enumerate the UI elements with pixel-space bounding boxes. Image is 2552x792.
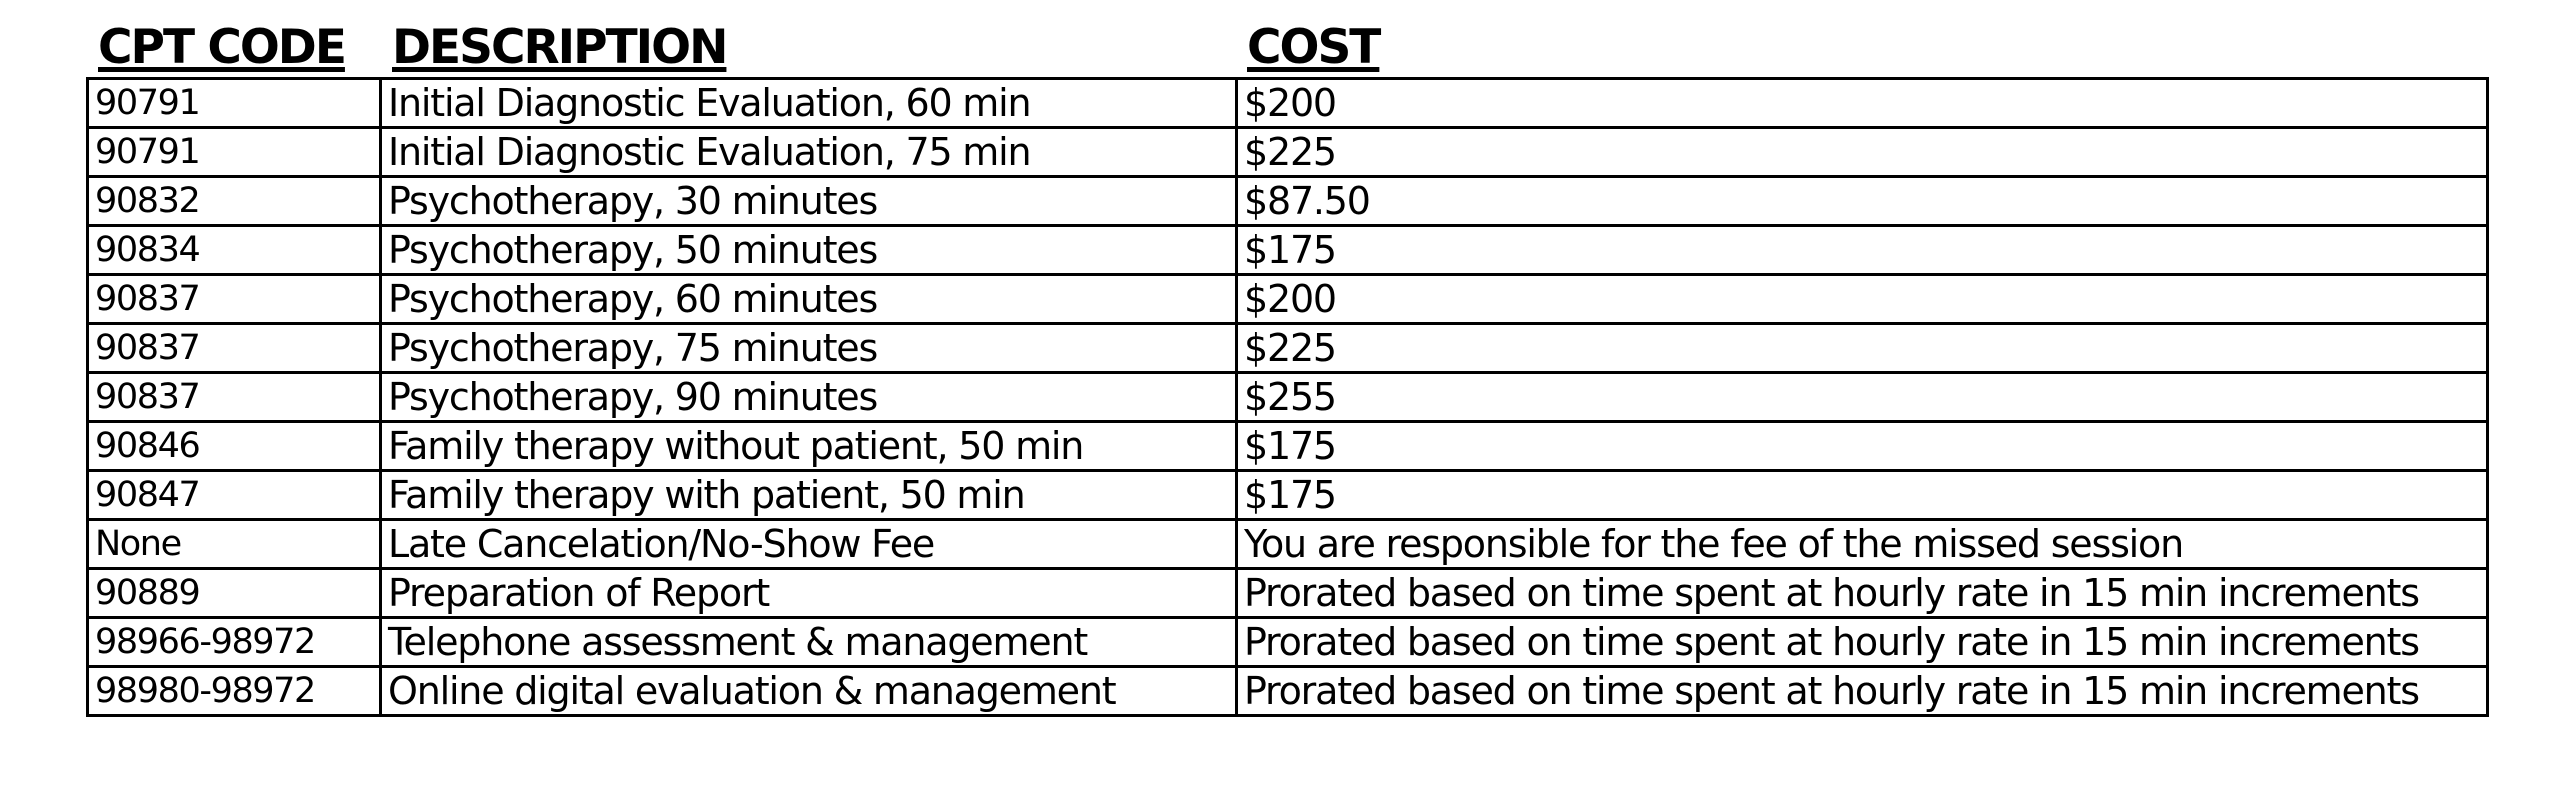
table-row <box>88 520 2488 569</box>
header-cost: COST <box>1247 20 1380 75</box>
table-row <box>88 471 2488 520</box>
description-cell: Psychotherapy, 60 minutes <box>381 275 1237 324</box>
table-row <box>88 569 2488 618</box>
cost-cell: $87.50 <box>1237 177 2488 226</box>
cost-cell: $225 <box>1237 324 2488 373</box>
description-cell: Online digital evaluation & management <box>381 667 1237 716</box>
description-cell: Psychotherapy, 90 minutes <box>381 373 1237 422</box>
table-row <box>88 324 2488 373</box>
table-row <box>88 373 2488 422</box>
cost-cell: $175 <box>1237 422 2488 471</box>
cost-cell: Prorated based on time spent at hourly rate in 15 min increments <box>1237 618 2488 667</box>
table-header <box>0 20 2552 76</box>
description-cell: Late Cancelation/No-Show Fee <box>381 520 1237 569</box>
cost-cell: $175 <box>1237 471 2488 520</box>
description-cell: Preparation of Report <box>381 569 1237 618</box>
cpt-code-cell: 90889 <box>88 569 381 618</box>
header-description: DESCRIPTION <box>392 20 727 75</box>
cost-cell: $225 <box>1237 128 2488 177</box>
table-row <box>88 226 2488 275</box>
description-cell: Initial Diagnostic Evaluation, 60 min <box>381 79 1237 128</box>
table-row <box>88 79 2488 128</box>
cpt-code-cell: 90846 <box>88 422 381 471</box>
cost-cell: $255 <box>1237 373 2488 422</box>
table-row <box>88 177 2488 226</box>
cpt-code-cell: 90832 <box>88 177 381 226</box>
table-row <box>88 667 2488 716</box>
table-row <box>88 128 2488 177</box>
description-cell: Telephone assessment & management <box>381 618 1237 667</box>
description-cell: Psychotherapy, 75 minutes <box>381 324 1237 373</box>
cpt-code-cell: 98980-98972 <box>88 667 381 716</box>
cost-cell: Prorated based on time spent at hourly rate in 15 min increments <box>1237 569 2488 618</box>
cpt-code-cell: 90791 <box>88 79 381 128</box>
table-row <box>88 618 2488 667</box>
cpt-code-cell: 90837 <box>88 324 381 373</box>
cpt-code-cell: 98966-98972 <box>88 618 381 667</box>
cpt-code-cell: None <box>88 520 381 569</box>
cost-cell: You are responsible for the fee of the missed session <box>1237 520 2488 569</box>
cost-cell: $200 <box>1237 275 2488 324</box>
cpt-code-cell: 90837 <box>88 275 381 324</box>
description-cell: Psychotherapy, 30 minutes <box>381 177 1237 226</box>
cost-cell: Prorated based on time spent at hourly rate in 15 min increments <box>1237 667 2488 716</box>
cpt-code-cell: 90834 <box>88 226 381 275</box>
cpt-code-cell: 90837 <box>88 373 381 422</box>
fee-table <box>86 77 2489 717</box>
table-row <box>88 422 2488 471</box>
cost-cell: $175 <box>1237 226 2488 275</box>
cpt-code-cell: 90847 <box>88 471 381 520</box>
header-cpt-code: CPT CODE <box>98 20 345 75</box>
cpt-code-cell: 90791 <box>88 128 381 177</box>
table-row <box>88 275 2488 324</box>
cost-cell: $200 <box>1237 79 2488 128</box>
description-cell: Initial Diagnostic Evaluation, 75 min <box>381 128 1237 177</box>
description-cell: Family therapy with patient, 50 min <box>381 471 1237 520</box>
description-cell: Psychotherapy, 50 minutes <box>381 226 1237 275</box>
description-cell: Family therapy without patient, 50 min <box>381 422 1237 471</box>
